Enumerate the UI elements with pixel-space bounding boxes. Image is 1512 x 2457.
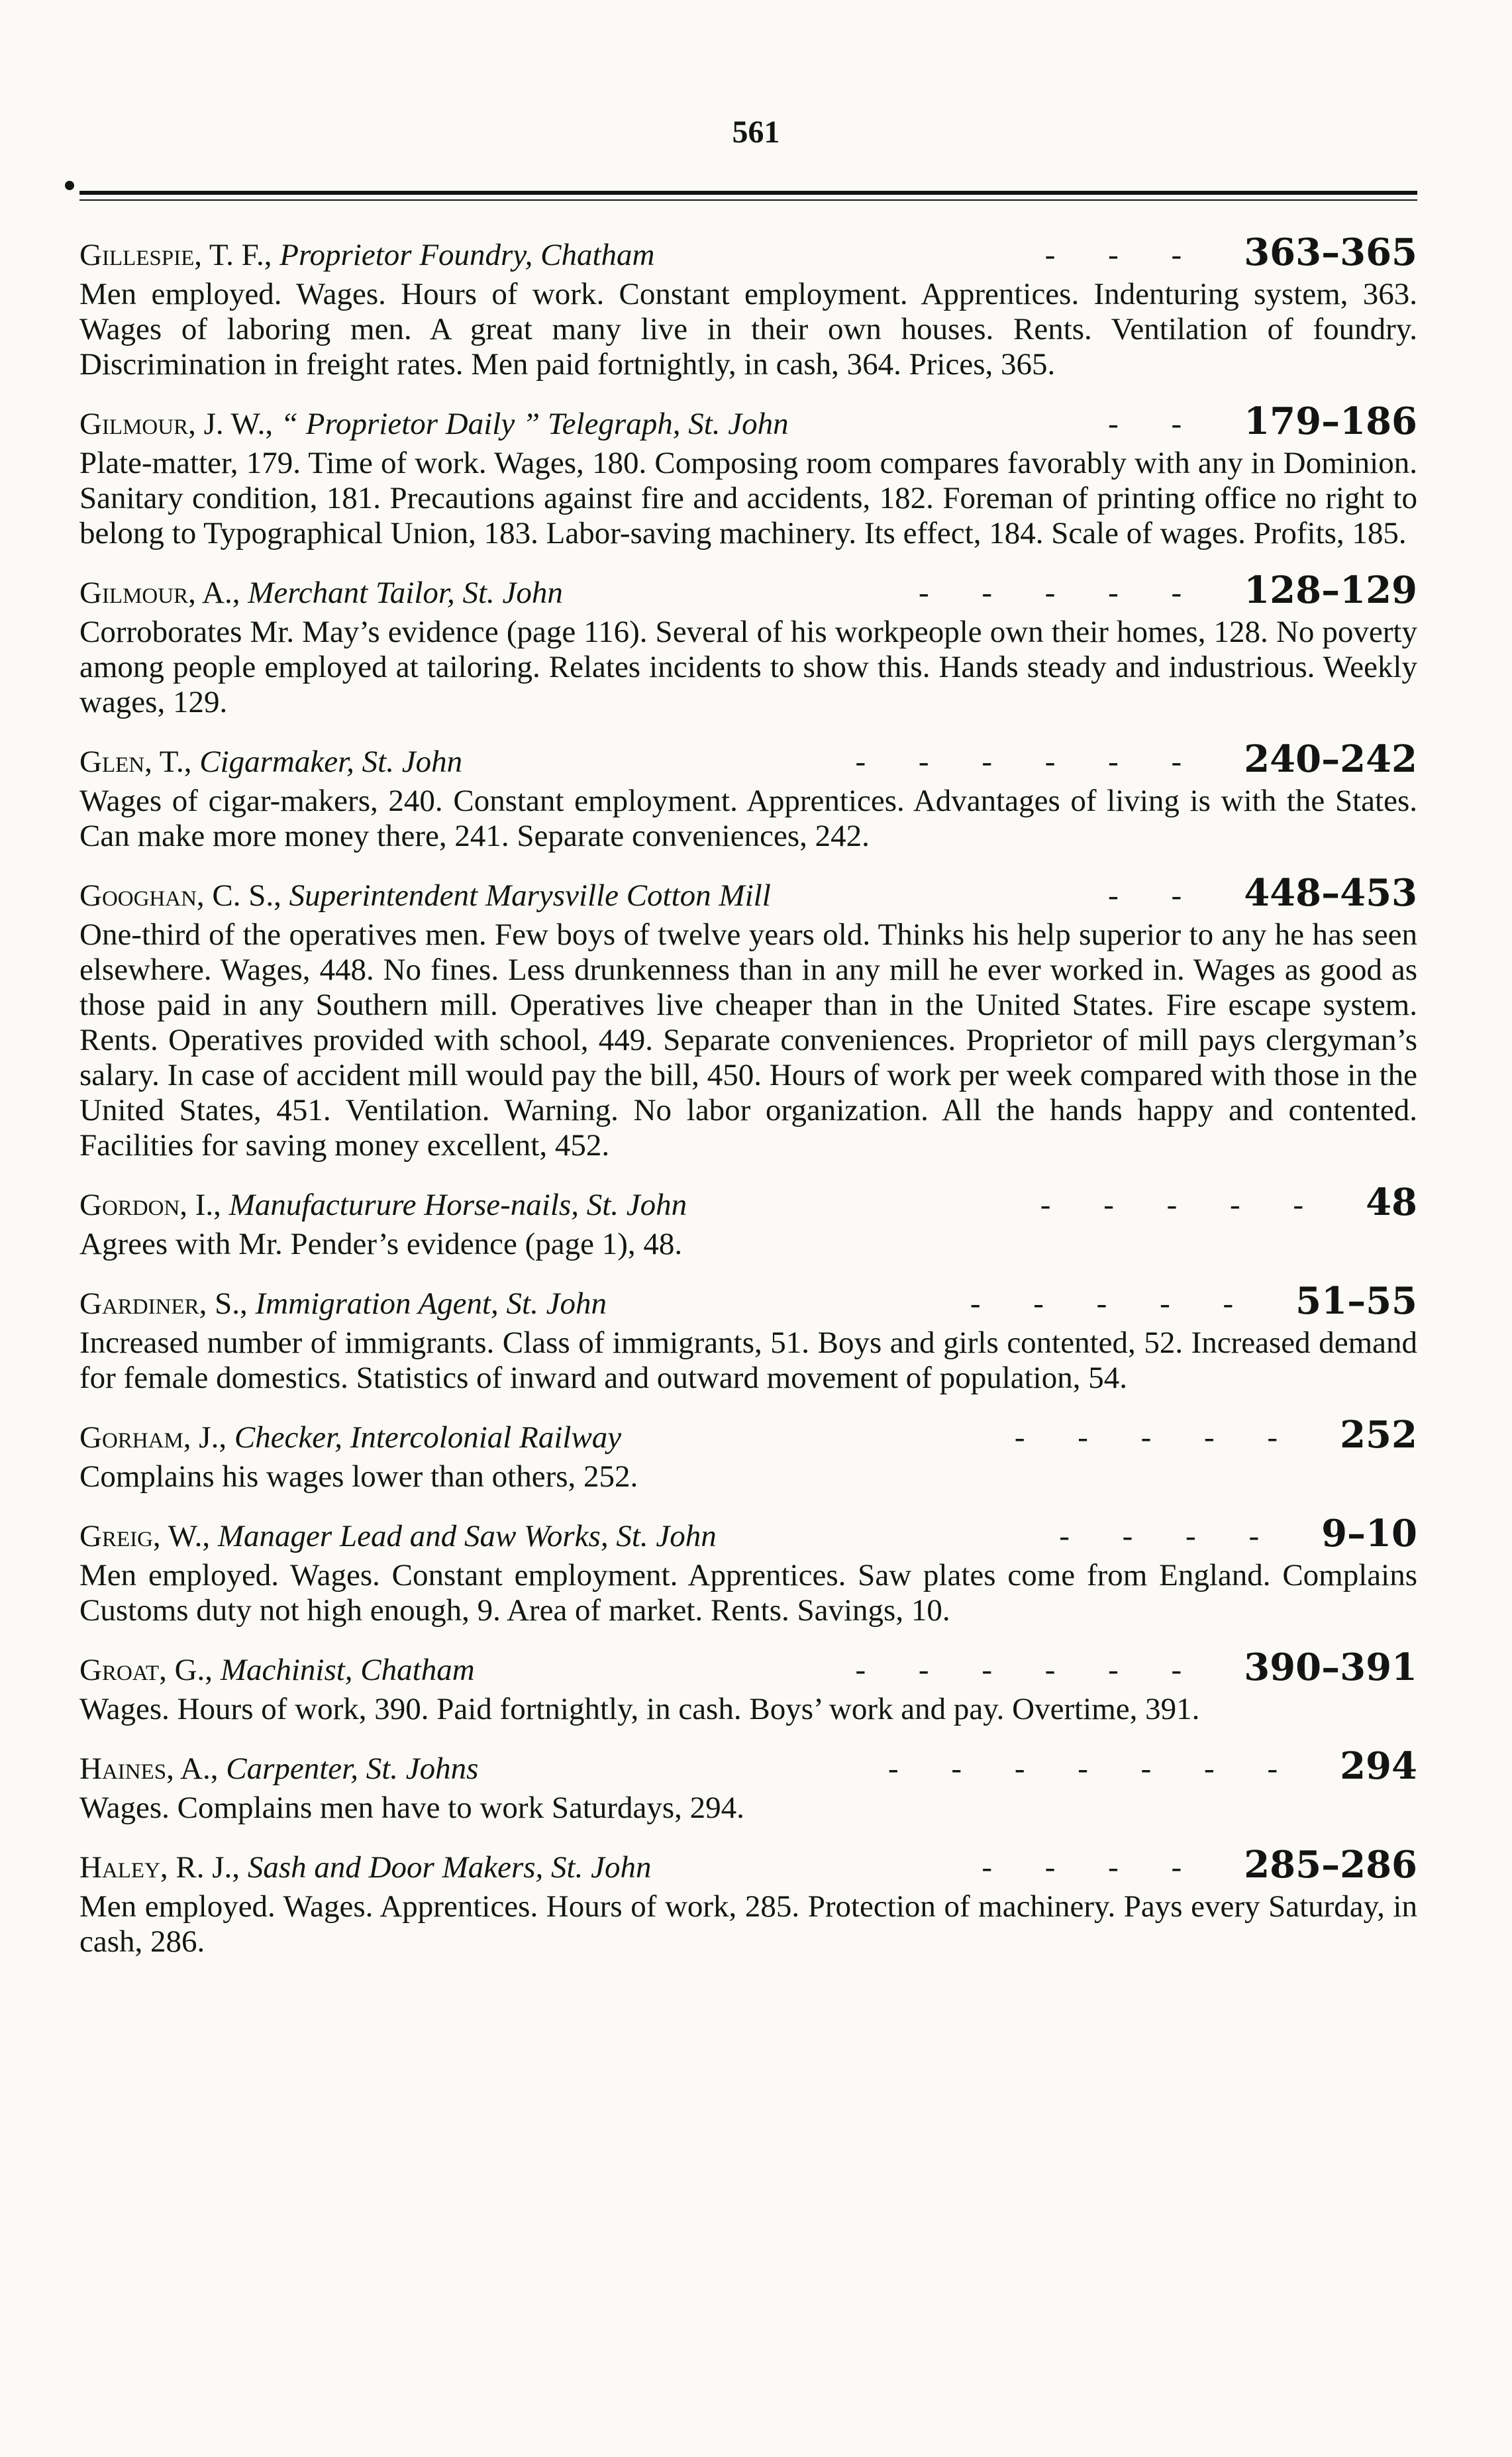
- index-entry: [79, 568, 1417, 720]
- witness-occupation: Carpenter, St. Johns: [226, 1751, 479, 1786]
- witness-name: Gilmour, A.,: [79, 576, 240, 610]
- entry-heading: [79, 1180, 1417, 1224]
- page-reference: 252: [1340, 1413, 1417, 1457]
- witness-name: Haley, R. J.,: [79, 1850, 240, 1885]
- witness-occupation: Immigration Agent, St. John: [255, 1286, 607, 1321]
- entry-summary: Complains his wages lower than others, 252.: [79, 1459, 638, 1494]
- witness-occupation: Proprietor Foundry, Chatham: [279, 238, 655, 272]
- witness-name: Gillespie, T. F.,: [79, 238, 272, 272]
- dot-leader: - - - - - - -: [888, 1751, 1301, 1786]
- page-reference: 48: [1366, 1180, 1417, 1224]
- page-reference: 128–129: [1244, 568, 1417, 612]
- index-entry: [79, 233, 1417, 382]
- witness-occupation: Cigarmaker, St. John: [199, 745, 463, 779]
- dot-leader: - - - - - -: [855, 1653, 1205, 1687]
- entry-summary: Corroborates Mr. May’s evidence (page 116). Several of his workpeople own their homes, 128. No poverty among people employed at tailoring. Relates incidents to show this. Hands steady and industrious. Weekly wages, 129.: [79, 615, 1417, 719]
- page-reference: 448–453: [1244, 871, 1417, 915]
- dot-leader: - - - - -: [918, 576, 1205, 610]
- dot-leader: - - - -: [1059, 1519, 1282, 1553]
- entry-summary: Men employed. Wages. Constant employment. Apprentices. Saw plates come from England. Complains Customs duty not high enough, 9. Area of market. Rents. Savings, 10.: [79, 1558, 1417, 1628]
- page-reference: 51–55: [1295, 1279, 1417, 1323]
- witness-occupation: Checker, Intercolonial Railway: [234, 1420, 622, 1455]
- witness-occupation: Sash and Door Makers, St. John: [247, 1850, 652, 1885]
- witness-name: Googhan, C. S.,: [79, 878, 281, 913]
- entry-summary: Wages. Complains men have to work Saturdays, 294.: [79, 1791, 744, 1825]
- entry-summary: Wages. Hours of work, 390. Paid fortnightly, in cash. Boys’ work and pay. Overtime, 391.: [79, 1692, 1200, 1726]
- index-entry: [79, 1413, 1417, 1494]
- witness-occupation: Manager Lead and Saw Works, St. John: [217, 1519, 717, 1553]
- witness-occupation: Superintendent Marysville Cotton Mill: [289, 878, 771, 913]
- witness-occupation: Manufacturure Horse-nails, St. John: [228, 1188, 687, 1222]
- entry-heading: [79, 1514, 1417, 1555]
- witness-name: Glen, T.,: [79, 745, 192, 779]
- witness-occupation: Merchant Tailor, St. John: [248, 576, 563, 610]
- entry-heading: [79, 1744, 1417, 1788]
- page-number: 561: [732, 115, 780, 150]
- index-entry: [79, 871, 1417, 1163]
- margin-dot: [65, 181, 74, 190]
- page-reference: 240–242: [1244, 737, 1417, 781]
- entry-summary: Wages of cigar-makers, 240. Constant employment. Apprentices. Advantages of living is with the States. Can make more money there, 241. Separate conveniences, 242.: [79, 784, 1417, 853]
- dot-leader: - - - - -: [1040, 1188, 1327, 1222]
- dot-leader: - -: [1108, 878, 1205, 913]
- witness-occupation: Machinist, Chatham: [220, 1653, 475, 1687]
- page-reference: 285–286: [1244, 1843, 1417, 1887]
- witness-name: Gordon, I.,: [79, 1188, 221, 1222]
- entry-heading: [79, 737, 1417, 781]
- witness-name: Haines, A.,: [79, 1751, 219, 1786]
- entry-summary: One-third of the operatives men. Few boys of twelve years old. Thinks his help superior to any he has seen elsewhere. Wages, 448. No fines. Less drunkenness than in any mill he ever worked in. Wages as good as those paid in any Southern mill. Operatives live cheaper than in the United States. Fire escape system. Rents. Operatives provided with school, 449. Separate conveniences. Proprietor of mill pays clergyman’s salary. In case of accident mill would pay the bill, 450. Hours of work per week compared with those in the United States, 451. Ventilation. Warning. No labor organization. All the hands happy and contented. Facilities for saving money excellent, 452.: [79, 917, 1417, 1163]
- entry-summary: Plate-matter, 179. Time of work. Wages, 180. Composing room compares favorably with any in Dominion. Sanitary condition, 181. Precautions against fire and accidents, 182. Foreman of printing office no right to belong to Typographical Union, 183. Labor-saving machinery. Its effect, 184. Scale of wages. Profits, 185.: [79, 446, 1417, 550]
- entry-heading: [79, 1279, 1417, 1323]
- entry-summary: Agrees with Mr. Pender’s evidence (page 1), 48.: [79, 1227, 683, 1261]
- entry-heading: [79, 233, 1417, 274]
- page-reference: 363–365: [1244, 231, 1417, 274]
- dot-leader: - - - - -: [1014, 1420, 1301, 1455]
- witness-name: Groat, G.,: [79, 1653, 213, 1687]
- witness-occupation: “ Proprietor Daily ” Telegraph, St. John: [280, 407, 789, 441]
- entry-summary: Men employed. Wages. Apprentices. Hours of work, 285. Protection of machinery. Pays every Saturday, in cash, 286.: [79, 1889, 1417, 1959]
- index-entry: [79, 1180, 1417, 1262]
- index-entry: [79, 1744, 1417, 1826]
- index-entry: [79, 737, 1417, 854]
- index-entry: [79, 399, 1417, 551]
- header-rule-thick: [79, 191, 1417, 195]
- dot-leader: - - - -: [982, 1850, 1205, 1885]
- entry-heading: [79, 399, 1417, 443]
- index-entry: [79, 1648, 1417, 1727]
- header-rule-thin: [79, 199, 1417, 201]
- dot-leader: - - - - - -: [855, 745, 1205, 779]
- page-reference: 179–186: [1244, 399, 1417, 443]
- dot-leader: - -: [1108, 407, 1205, 441]
- index-entry: [79, 1514, 1417, 1628]
- index-entry: [79, 1843, 1417, 1960]
- index-entries: [79, 233, 1417, 1979]
- entry-heading: [79, 568, 1417, 612]
- page-reference: 390–391: [1244, 1646, 1417, 1689]
- entry-heading: [79, 1843, 1417, 1887]
- dot-leader: - - -: [1044, 238, 1205, 272]
- entry-summary: Increased number of immigrants. Class of immigrants, 51. Boys and girls contented, 52. Increased demand for female domestics. Statistics of inward and outward movement of population, 54.: [79, 1326, 1417, 1395]
- witness-name: Gardiner, S.,: [79, 1286, 248, 1321]
- entry-heading: [79, 1648, 1417, 1689]
- witness-name: Greig, W.,: [79, 1519, 211, 1553]
- witness-name: Gilmour, J. W.,: [79, 407, 274, 441]
- entry-heading: [79, 1413, 1417, 1457]
- witness-name: Gorham, J.,: [79, 1420, 227, 1455]
- entry-heading: [79, 871, 1417, 915]
- page-reference: 294: [1340, 1744, 1417, 1788]
- dot-leader: - - - - -: [970, 1286, 1256, 1321]
- entry-summary: Men employed. Wages. Hours of work. Constant employment. Apprentices. Indenturing system, 363. Wages of laboring men. A great many live in their own houses. Rents. Ventilation of foundry. Discrimination in freight rates. Men paid fortnightly, in cash, 364. Prices, 365.: [79, 277, 1417, 382]
- page-reference: 9–10: [1321, 1512, 1417, 1555]
- index-entry: [79, 1279, 1417, 1396]
